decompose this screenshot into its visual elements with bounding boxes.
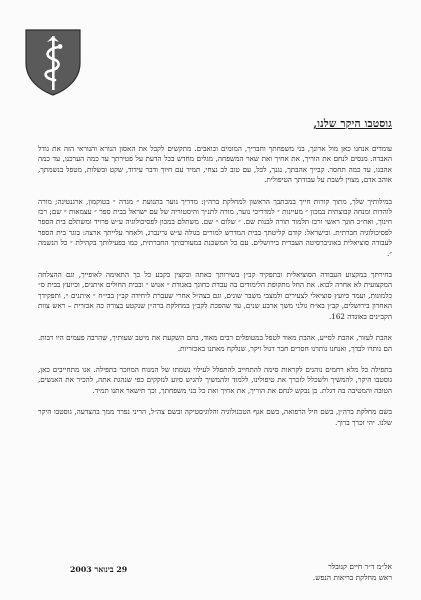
letter-date: 29 בינואר 2003: [70, 565, 128, 574]
letter-title: גוסטבו היקר שלנו,: [313, 118, 392, 130]
signature-role: ראש מחלקת בריאות הנפש.: [312, 572, 392, 582]
letter-paragraph-5: בתפילה כל מלא רחמים נוהגים לקראות סימה להתחייב להתפלל לעילוי נשמתו של המנוח המוזכר בתפילה. אנו מתחייבים כאן, גוסטבו היקר, להמשיך ולשכלל לזכרך את טיפולינו, ללמוד ולהמשיך להגיש סיוע לנזקקים כפי שנהגת אתה, להכיר את האנשים, הטובה והמטיבה בה דגלת. כן נבקש לנחם את הוריך, את אחיך ואת כל בני משפחתך, וכך תישאר אתנו תמיד.: [38, 364, 392, 395]
medical-corps-emblem-icon: [23, 27, 83, 97]
letter-paragraph-3: בחירתך במקצוע העבודה הסוציאלית ובתפקיד קב״ן בשירותך כאתה וכקצין בקבע כל כך התאימה לאופייך, וגם ההצלחה המקצועית לא אחרה לבוא. את החל מתקופת הלימודים בה עבדת כחונך באגודת ״ אנוש ״ ובבית החולים איתנים, וכיועץ בבית ס״ כלמונות, ועמד כיועץ סוציאלי לצעירים ולמצבי משבר שונים, וגם בצה״ל אחרי שעברת ליחידה קב״ן בבי״ח ״ איתנים ״, ותפקידך האחרון בירושלים, קב״ן בא״ח גולני משך ארבע שנים, עד שהפכת לקב״ן במחלקת ברה״ן שנקטע בצורה כה אכזרית – ראש צוות הקב״נים באוגדה 162.: [38, 270, 392, 321]
letter-paragraph-4: אהבת לעזור, אהבת לסייע, אהבת מאוד לטפל במטופלים רבים מאוד, בהם השקעת את מיטב שעותיך, שהרבה פעמים היו רבות. הם נותרו לבדך, ואנחנו נותרנו חסרים חבר דגול ויקר, שנלקח מאתנו באכזריות.: [38, 333, 392, 353]
letter-paragraph-1: עומדים אנחנו כאן מול ארונך, בני משפחתך וחבריך, המומים וכואבים. מתקשים לקבל את האסון הנורא והנוראי הזה את גודל האבדה. מנסים לנחם את הוריך, את אחיך ואת שאר המשפחה, מגלים מחדש בכל הדעת על פטירתך עד כמה הערכנו, עד כמה אהבנו, עד כמה תחסר. קבייך אהבתך, נגנך, לכל, עם טוב לב נצחי, תמיד עם חיוך ודבר עידוד, שקט ובשלות, מטפל בנשמתך, אוהב אדם, מצוין לשבת על עבודתך הטיפולית.: [38, 144, 392, 185]
letter-paragraph-6: בשם מחלקת ברה״ן, בשם חיל הרפואה, בשם אגף הטכנולוגיה והלוגיסטיקה ובשם צה״ל, הריני נפרד ממך בהצדעה, גוסטבו היקר שלנו. יהי זכרך ברוך.: [38, 407, 392, 427]
letter-paragraph-2: במילותיך שלך, מתוך קורות חייך במכתבך הראשון למחלקת ברה״ן: מדריך נוער בתנועת ״ מגדה ״ בטוקמון, ארגנטינה; מורה לוהדות ומנחה קבוצתית במכון ״ מעיינות ״ למדריכי נוער, מורה לתנ״ך והיסטוריה של עם ישראל בבית ספר ״ עצמאות ״ שם; רכז חינוך, ואח״כ חונך ראשי ורכז תלמוד תורה לבנות שם. ״ שלום ״ שם. משתלם במכון לפסיכולוגיה ע״ש פרויד ומשתלם בית הספר לפסיכולוגיה חברתית. ובישראל: קודם קליטתך בבית המדרש למורים בגולה ע״ש גרינברג, ולאחר עלייתך ארצה: בוגר בית הספר לעבודה סוציאלית באוניברסיטה העברית בירושלים. עם כל המשכנת במעורבותך החברתית, כמו בפעילותך בקהילת ״ כל הנשמה ״.: [38, 196, 392, 258]
signature-name: אל״מ ד״ר חיים קנובלר: [328, 562, 392, 571]
letter-body: [38, 118, 392, 439]
